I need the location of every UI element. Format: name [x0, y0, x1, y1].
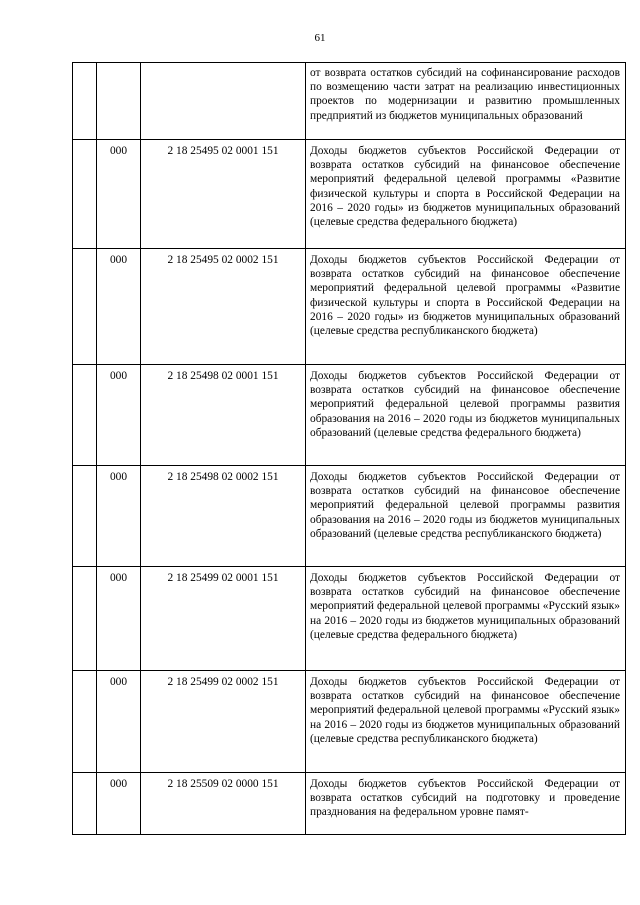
- description-text: Доходы бюджетов субъектов Российской Федерации от возврата остатков субсидий на финансовое обеспечение мероприятий федеральной целевой программы развития образования на 2016 – 2020 годы из бюджетов муниципальных образований (целевые средства федерального бюджета): [310, 370, 620, 439]
- bcc-cell: 2 18 25495 02 0002 151: [141, 249, 306, 365]
- row-index-cell: [73, 466, 97, 567]
- admin-code-cell: 000: [97, 249, 141, 365]
- bcc-cell: 2 18 25499 02 0001 151: [141, 567, 306, 671]
- row-index-cell: [73, 63, 97, 140]
- table-row: [73, 365, 626, 466]
- description-text: Доходы бюджетов субъектов Российской Федерации от возврата остатков субсидий на финансовое обеспечение мероприятий федеральной целевой программы «Развитие физической культуры и спорта в Российской Федерации на 2016 – 2020 годы» из бюджетов муниципальных образований (целевые средства федерального бюджета): [310, 145, 620, 229]
- admin-code-cell: 000: [97, 567, 141, 671]
- table-row: [73, 63, 626, 140]
- description-text: Доходы бюджетов субъектов Российской Федерации от возврата остатков субсидий на финансовое обеспечение мероприятий федеральной целевой программы «Русский язык» на 2016 – 2020 годы из бюджетов муниципальных образований (целевые средства федерального бюджета): [310, 572, 620, 641]
- description-cell: [306, 365, 626, 466]
- row-index-cell: [73, 365, 97, 466]
- description-text: Доходы бюджетов субъектов Российской Федерации от возврата остатков субсидий на подготовку и проведение празднования на федеральном уровне памят-: [310, 778, 620, 819]
- description-cell: [306, 567, 626, 671]
- row-index-cell: [73, 140, 97, 249]
- description-cell: [306, 249, 626, 365]
- table-row: [73, 140, 626, 249]
- row-index-cell: [73, 671, 97, 773]
- admin-code-cell: 000: [97, 140, 141, 249]
- table-row: [73, 671, 626, 773]
- admin-code-cell: 000: [97, 365, 141, 466]
- description-cell: [306, 63, 626, 140]
- row-index-cell: [73, 773, 97, 835]
- bcc-cell: 2 18 25509 02 0000 151: [141, 773, 306, 835]
- bcc-cell: 2 18 25499 02 0002 151: [141, 671, 306, 773]
- bcc-cell: [141, 63, 306, 140]
- description-text: Доходы бюджетов субъектов Российской Федерации от возврата остатков субсидий на финансовое обеспечение мероприятий федеральной целевой программы «Русский язык» на 2016 – 2020 годы из бюджетов муниципальных образований (целевые средства республиканского бюджета): [310, 676, 620, 745]
- admin-code-cell: 000: [97, 773, 141, 835]
- description-text: Доходы бюджетов субъектов Российской Федерации от возврата остатков субсидий на финансовое обеспечение мероприятий федеральной целевой программы «Развитие физической культуры и спорта в Российской Федерации на 2016 – 2020 годы» из бюджетов муниципальных образований (целевые средства республиканского бюджета): [310, 254, 620, 338]
- description-cell: [306, 466, 626, 567]
- budget-classification-table: [72, 62, 626, 835]
- description-text: от возврата остатков субсидий на софинансирование расходов по возмещению части затрат на реализацию инвестиционных проектов по модернизации и развитию промышленных предприятий из бюджетов муниципальных образований: [310, 67, 620, 122]
- table-row: [73, 249, 626, 365]
- bcc-cell: 2 18 25495 02 0001 151: [141, 140, 306, 249]
- bcc-cell: 2 18 25498 02 0001 151: [141, 365, 306, 466]
- table-row: [73, 567, 626, 671]
- admin-code-cell: [97, 63, 141, 140]
- admin-code-cell: 000: [97, 466, 141, 567]
- admin-code-cell: 000: [97, 671, 141, 773]
- bcc-cell: 2 18 25498 02 0002 151: [141, 466, 306, 567]
- description-text: Доходы бюджетов субъектов Российской Федерации от возврата остатков субсидий на финансовое обеспечение мероприятий федеральной целевой программы развития образования на 2016 – 2020 годы из бюджетов муниципальных образований (целевые средства республиканского бюджета): [310, 471, 620, 540]
- row-index-cell: [73, 249, 97, 365]
- page-number: 61: [314, 32, 326, 44]
- description-cell: [306, 671, 626, 773]
- row-index-cell: [73, 567, 97, 671]
- description-cell: [306, 140, 626, 249]
- table-row: [73, 773, 626, 835]
- table-row: [73, 466, 626, 567]
- description-cell: [306, 773, 626, 835]
